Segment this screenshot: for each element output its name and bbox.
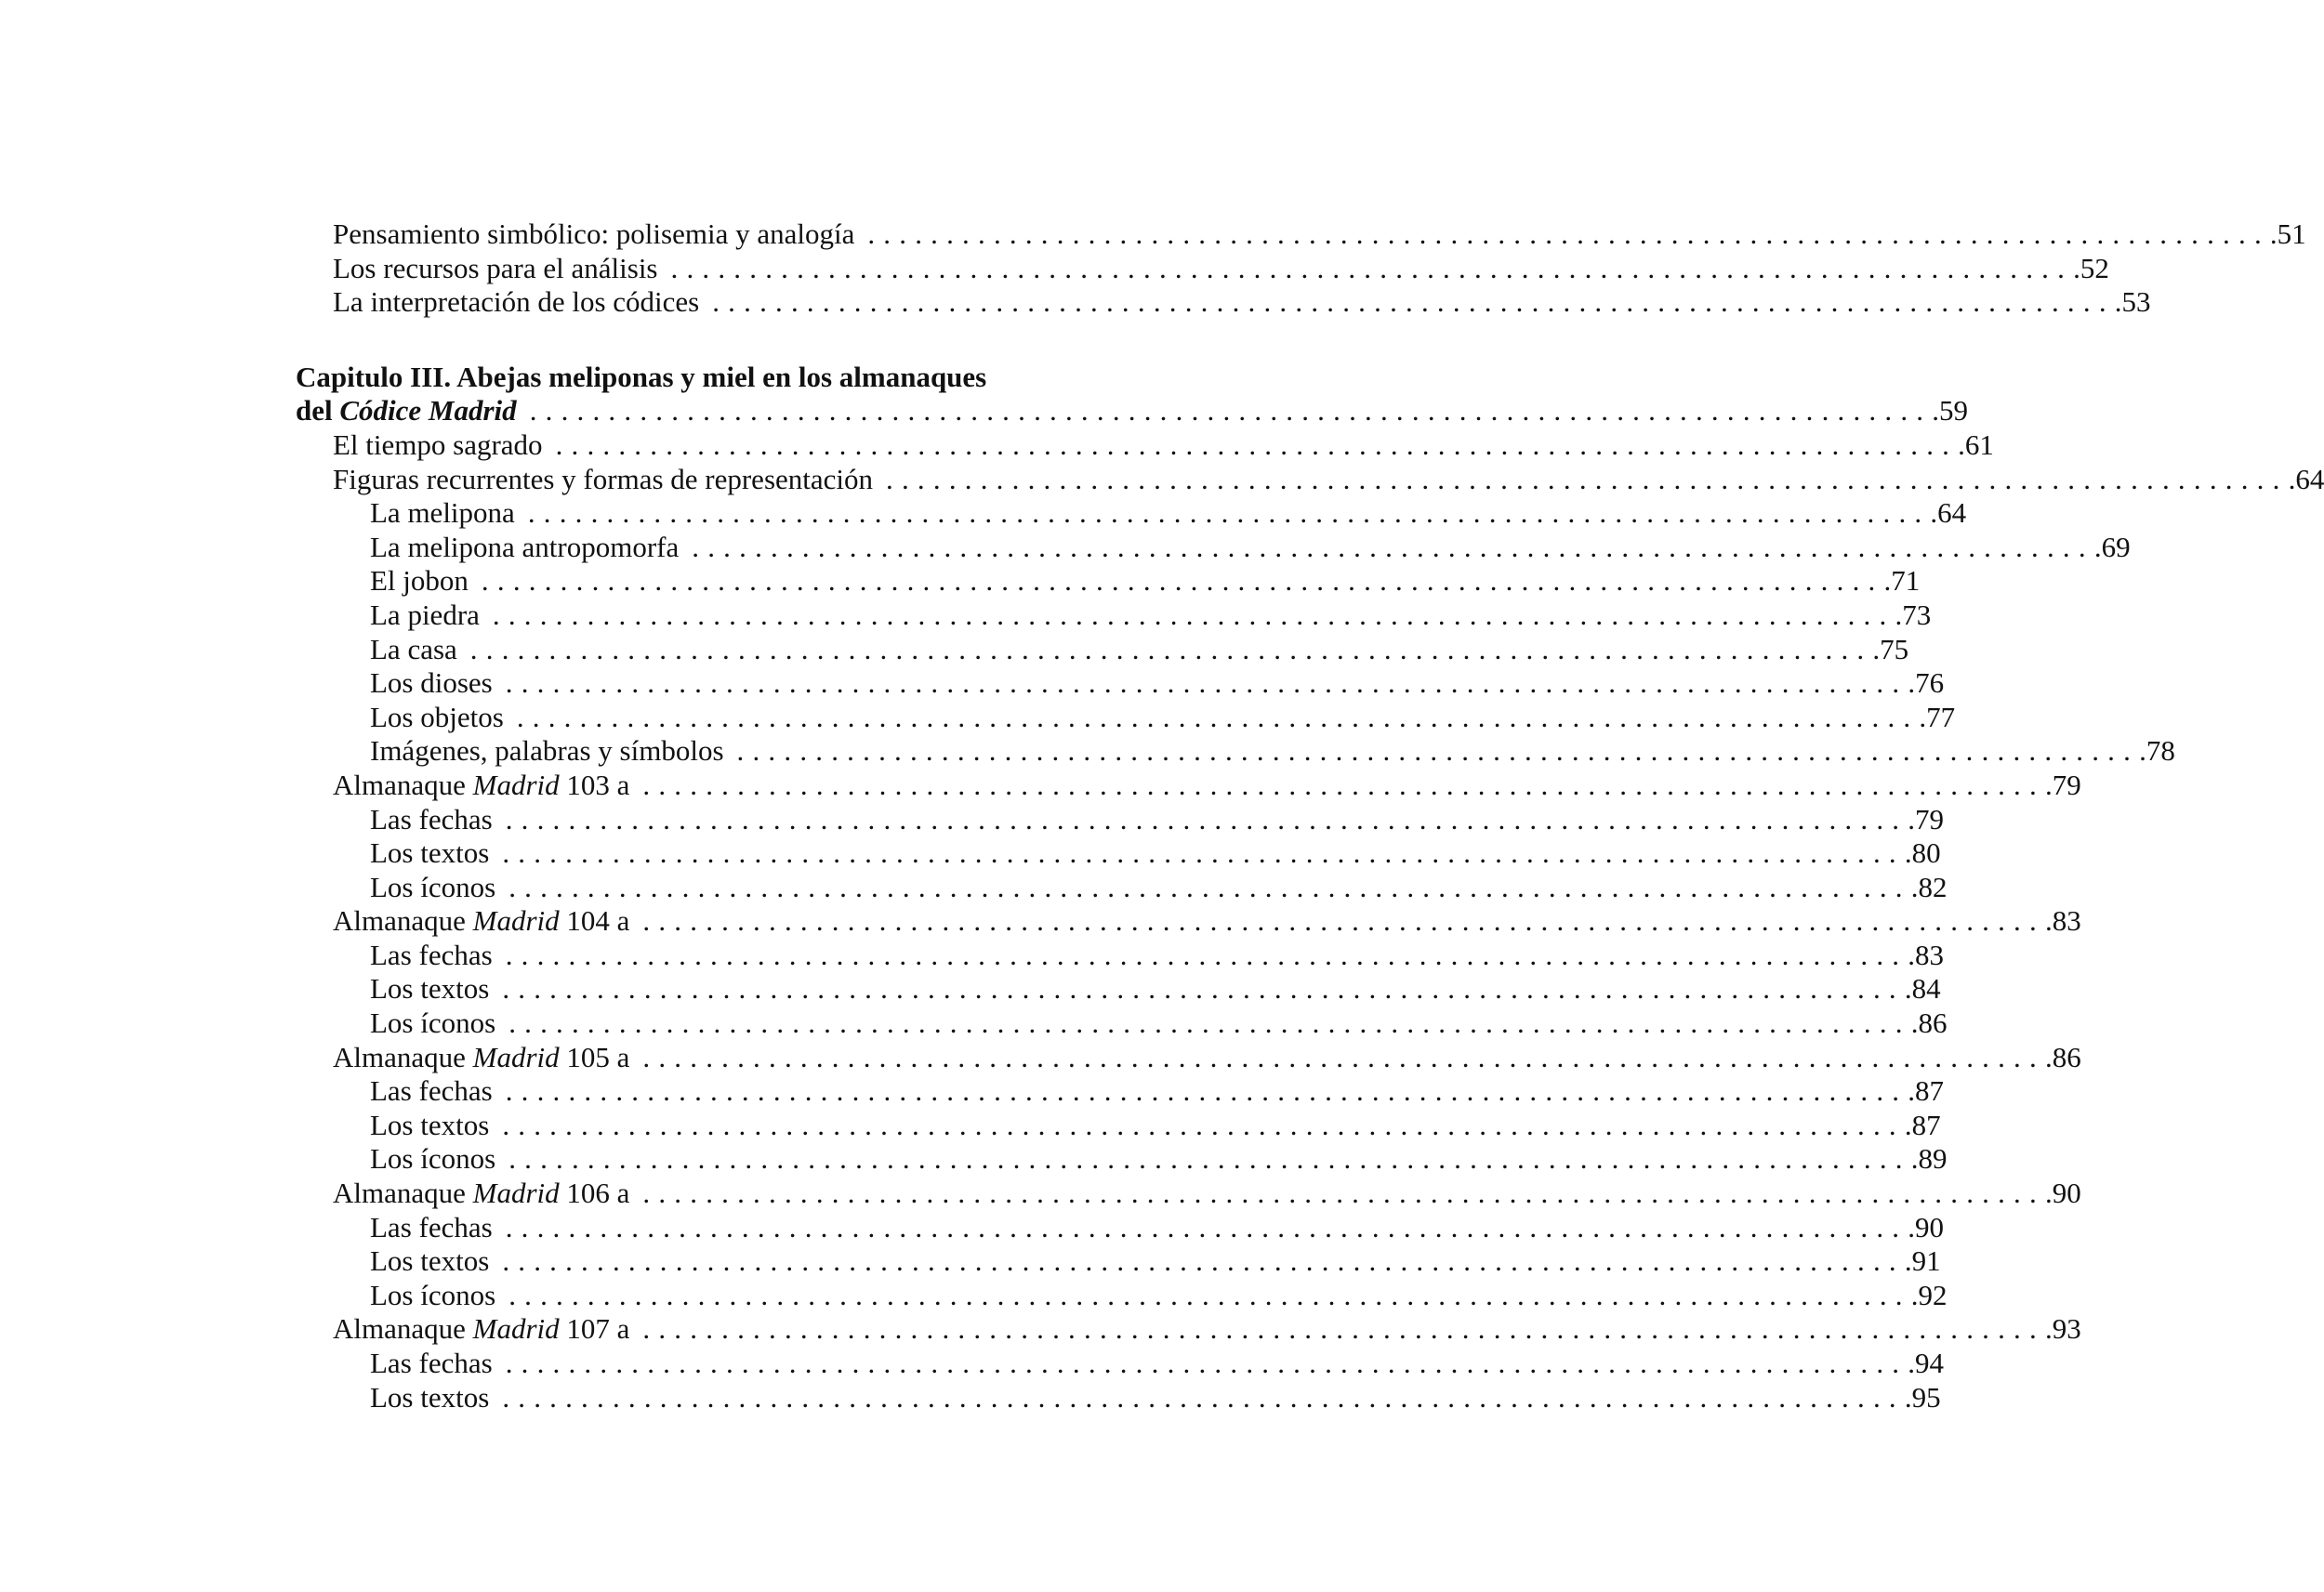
toc-page-number: .73	[1895, 598, 1932, 631]
chapter-heading-continued	[296, 394, 1968, 428]
toc-subentry	[296, 530, 2131, 565]
leader-dots: .........................................................................................	[505, 1347, 1908, 1379]
toc-page-number: .51	[2269, 217, 2306, 250]
toc-subentry	[296, 1142, 1948, 1177]
toc-subentry	[296, 1278, 1948, 1313]
toc-entry-title: Imágenes, palabras y símbolos	[370, 734, 724, 768]
chapter-title-continued: del Códice Madrid	[296, 394, 517, 428]
toc-page-number: .89	[1910, 1142, 1948, 1176]
toc-subentry	[296, 564, 1921, 599]
toc-subentry	[296, 1244, 1941, 1279]
toc-subentry	[296, 836, 1941, 871]
toc-entry-title: Las fechas	[370, 938, 493, 971]
leader-dots: .........................................................................................	[642, 1040, 2045, 1073]
toc-subentry	[296, 972, 1941, 1007]
leader-dots: .........................................................................................	[642, 904, 2045, 938]
leader-dots: .........................................................................................	[505, 1210, 1908, 1243]
leader-dots: .........................................................................................	[508, 1278, 1911, 1311]
toc-page-number: .84	[1904, 972, 1941, 1006]
toc-page-number: .87	[1904, 1108, 1941, 1141]
leader-dots: .........................................................................................	[642, 1312, 2045, 1346]
toc-entry-title: Los objetos	[370, 700, 504, 733]
toc-entry-almanac	[296, 1040, 2081, 1075]
leader-dots: .........................................................................................	[516, 700, 1920, 733]
toc-subentry	[296, 700, 1956, 735]
table-of-contents	[296, 217, 2324, 1414]
leader-dots: .........................................................................................	[529, 394, 1933, 428]
toc-entry-title: La interpretación de los códices	[333, 285, 700, 319]
toc-entry	[296, 462, 2324, 497]
italic-title: Códice Madrid	[339, 394, 517, 428]
toc-entry-title: Almanaque Madrid 107 a	[333, 1312, 630, 1346]
toc-entry-title: Los textos	[370, 972, 490, 1006]
toc-subentry	[296, 1210, 1944, 1245]
toc-page-number: .83	[1908, 938, 1944, 971]
leader-dots: .........................................................................................	[502, 1108, 1905, 1141]
leader-dots: .........................................................................................	[502, 972, 1905, 1006]
toc-page-number: .76	[1908, 666, 1945, 700]
toc-page-number: .52	[2073, 251, 2109, 284]
toc-entry-title: La casa	[370, 632, 457, 665]
toc-subentry	[296, 632, 1909, 667]
leader-dots: .........................................................................................	[505, 802, 1908, 835]
toc-entry-title: Las fechas	[370, 802, 493, 835]
toc-page-number: .75	[1872, 632, 1909, 665]
italic-title: Madrid	[472, 904, 560, 938]
toc-subentry	[296, 1074, 1944, 1109]
toc-subentry	[296, 496, 1967, 531]
toc-page-number: .95	[1904, 1380, 1941, 1414]
toc-entry-title: Los íconos	[370, 870, 496, 903]
toc-entry	[296, 428, 1994, 463]
leader-dots: .........................................................................................	[555, 428, 1959, 461]
toc-entry-title: Pensamiento simbólico: polisemia y analogía	[333, 217, 855, 250]
italic-title: Madrid	[472, 768, 560, 801]
toc-page-number: .77	[1919, 700, 1956, 733]
leader-dots: .........................................................................................	[469, 632, 1873, 665]
leader-dots: .........................................................................................	[505, 938, 1908, 971]
toc-entry-title: La melipona	[370, 496, 515, 530]
toc-page-number: .83	[2044, 904, 2081, 938]
leader-dots: .........................................................................................	[508, 1142, 1911, 1176]
toc-subentry	[296, 734, 2175, 769]
toc-page-number: .86	[1910, 1007, 1948, 1040]
toc-page-number: .61	[1958, 428, 1994, 461]
toc-entry-almanac	[296, 1177, 2081, 1211]
toc-page-number: .64	[1930, 496, 1967, 530]
italic-title: Madrid	[472, 1312, 560, 1346]
toc-entry-title: Los textos	[370, 836, 490, 870]
toc-subentry	[296, 1347, 1944, 1381]
leader-dots: .........................................................................................	[508, 1007, 1911, 1040]
leader-dots: .........................................................................................	[670, 251, 2074, 284]
leader-dots: .........................................................................................	[692, 530, 2094, 563]
toc-subentry	[296, 666, 1945, 701]
leader-dots: .........................................................................................	[712, 285, 2115, 319]
toc-entry	[296, 251, 2109, 286]
toc-subentry	[296, 938, 1944, 973]
toc-entry-title: La piedra	[370, 598, 480, 631]
leader-dots: .........................................................................................	[481, 564, 1884, 598]
toc-entry-title: Almanaque Madrid 104 a	[333, 904, 630, 938]
toc-page-number: .82	[1910, 870, 1948, 903]
toc-subentry	[296, 1380, 1941, 1415]
toc-page-number: .79	[2044, 768, 2081, 801]
leader-dots: .........................................................................................	[642, 768, 2045, 801]
toc-entry-title: Los íconos	[370, 1278, 496, 1311]
toc-entry-almanac	[296, 768, 2081, 803]
italic-title: Madrid	[472, 1177, 560, 1210]
toc-entry-almanac	[296, 904, 2081, 939]
toc-entry-title: Almanaque Madrid 105 a	[333, 1040, 630, 1073]
toc-entry-title: El jobon	[370, 564, 469, 598]
toc-page-number: .64	[2288, 462, 2324, 495]
toc-entry-title: Las fechas	[370, 1347, 493, 1379]
leader-dots: .........................................................................................	[505, 666, 1908, 700]
chapter-title: Capitulo III. Abejas meliponas y miel en los almanaques	[296, 360, 987, 393]
leader-dots: .........................................................................................	[642, 1177, 2045, 1210]
toc-entry-title: Las fechas	[370, 1074, 493, 1108]
toc-subentry	[296, 870, 1948, 905]
toc-page-number: .92	[1910, 1278, 1948, 1311]
toc-entry-title: El tiempo sagrado	[333, 428, 543, 461]
leader-dots: .........................................................................................	[527, 496, 1931, 530]
toc-entry-title: Los íconos	[370, 1142, 496, 1176]
toc-page-number: .69	[2093, 530, 2131, 563]
toc-page-number: .91	[1904, 1244, 1941, 1278]
toc-entry-title: Los textos	[370, 1108, 490, 1141]
leader-dots: .........................................................................................	[508, 870, 1911, 903]
toc-entry-title: Figuras recurrentes y formas de representación	[333, 462, 874, 495]
toc-page-number: .90	[2044, 1177, 2081, 1210]
toc-page-number: .53	[2114, 285, 2151, 319]
toc-page-number: .87	[1908, 1074, 1944, 1108]
toc-subentry	[296, 1007, 1948, 1041]
toc-page-number: .59	[1932, 394, 1968, 428]
toc-page-number: .93	[2044, 1312, 2081, 1346]
toc-entry-title: La melipona antropomorfa	[370, 530, 680, 563]
toc-page-number: .71	[1883, 564, 1921, 598]
toc-page-number: .79	[1908, 802, 1944, 835]
leader-dots: .........................................................................................	[736, 734, 2140, 768]
toc-subentry	[296, 1108, 1941, 1143]
toc-page-number: .90	[1908, 1210, 1944, 1243]
toc-entry	[296, 285, 2151, 320]
toc-page-number: .86	[2044, 1040, 2081, 1073]
chapter-heading	[296, 361, 1076, 395]
toc-entry-almanac	[296, 1312, 2081, 1347]
toc-entry	[296, 217, 2306, 252]
leader-dots: .........................................................................................	[505, 1074, 1908, 1108]
toc-entry-title: Los recursos para el análisis	[333, 251, 658, 284]
toc-entry-title: Las fechas	[370, 1210, 493, 1243]
toc-entry-title: Los dioses	[370, 666, 493, 700]
toc-entry-title: Los textos	[370, 1244, 490, 1278]
toc-entry-title: Almanaque Madrid 106 a	[333, 1177, 630, 1210]
leader-dots: .........................................................................................	[502, 1380, 1905, 1414]
toc-page-number: .94	[1908, 1347, 1944, 1379]
toc-entry-title: Los textos	[370, 1380, 490, 1414]
leader-dots: .........................................................................................	[502, 836, 1905, 870]
toc-page-number: .80	[1904, 836, 1941, 870]
italic-title: Madrid	[472, 1040, 560, 1073]
toc-entry-title: Almanaque Madrid 103 a	[333, 768, 630, 801]
leader-dots: .........................................................................................	[867, 217, 2270, 250]
leader-dots: .........................................................................................	[886, 462, 2289, 495]
toc-page-number: .78	[2139, 734, 2175, 768]
toc-subentry	[296, 802, 1944, 837]
leader-dots: .........................................................................................	[492, 598, 1895, 631]
toc-subentry	[296, 598, 1932, 633]
leader-dots: .........................................................................................	[502, 1244, 1905, 1278]
toc-entry-title: Los íconos	[370, 1007, 496, 1040]
